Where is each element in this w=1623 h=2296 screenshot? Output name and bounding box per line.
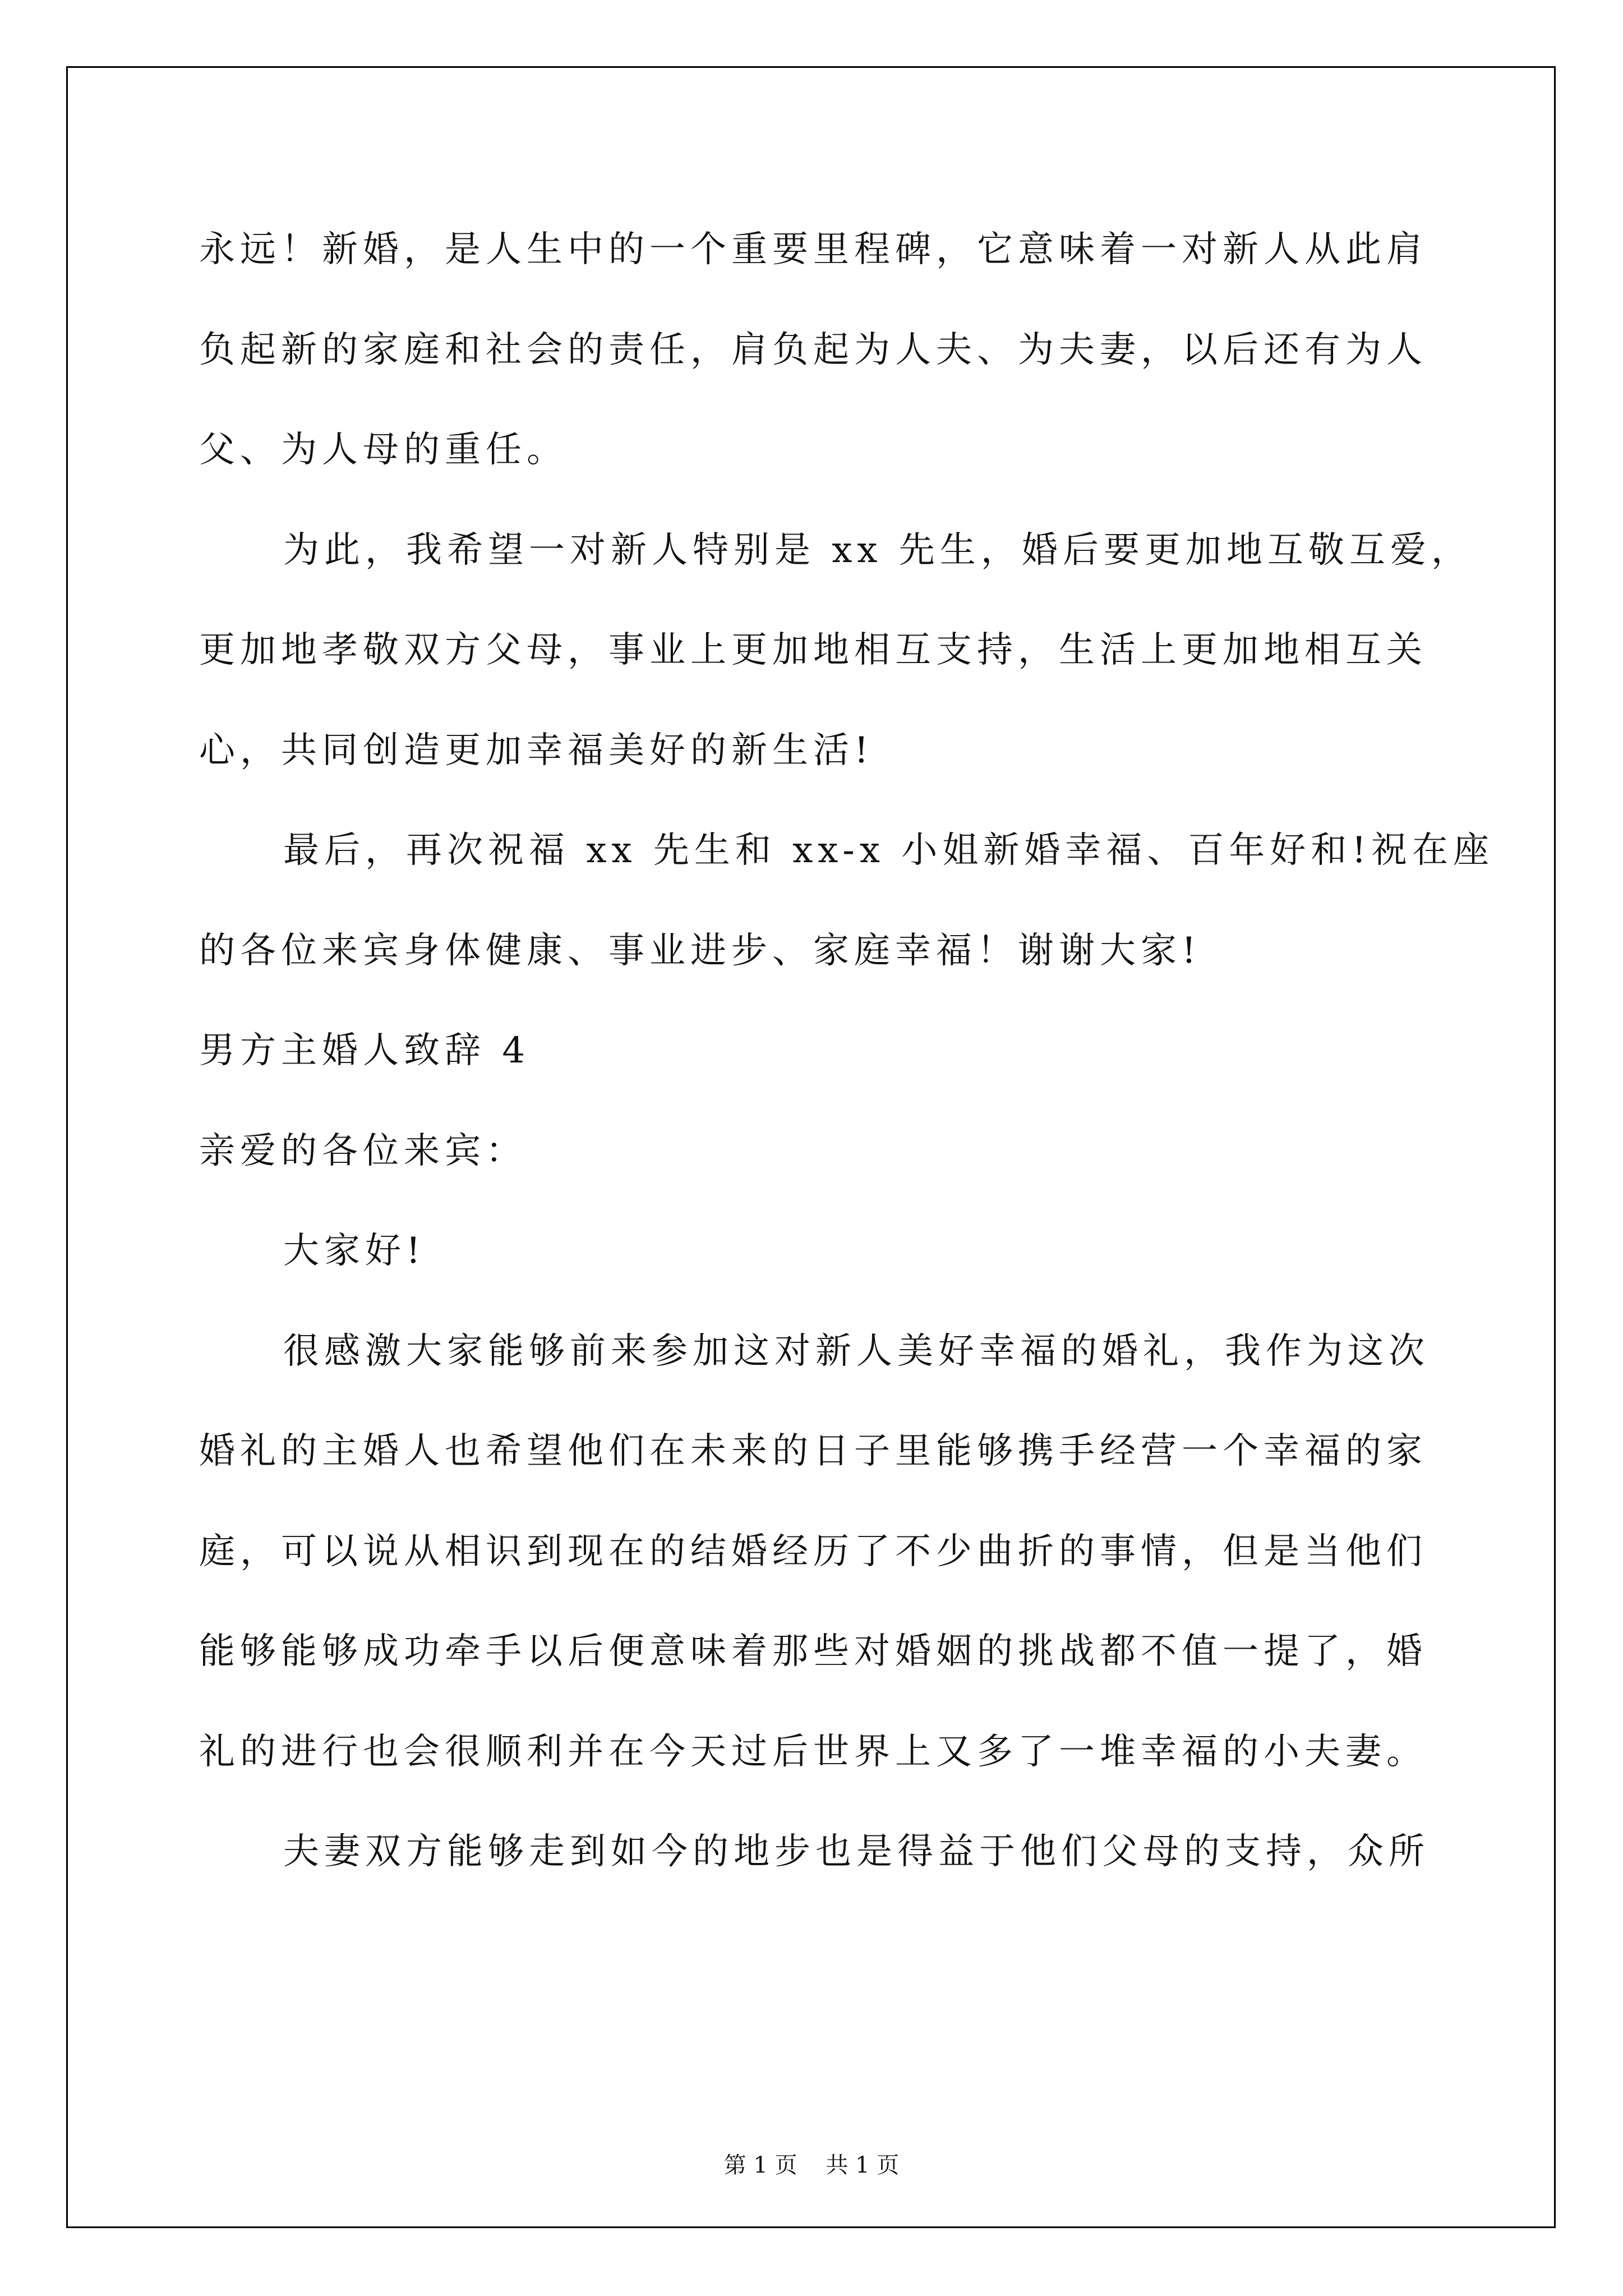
text-line: 男方主婚人致辞 4	[199, 1030, 531, 1071]
text-line: 大家好!	[283, 1230, 426, 1272]
text-line: 父、为人母的重任。	[199, 429, 568, 471]
text-line: 的各位来宾身体健康、事业进步、家庭幸福！谢谢大家!	[199, 930, 1201, 972]
text-line: 婚礼的主婚人也希望他们在未来的日子里能够携手经营一个幸福的家	[199, 1430, 1427, 1472]
text-line: 为此，我希望一对新人特别是 xx 先生，婚后要更加地互敬互爱，	[283, 529, 1472, 571]
text-line: 心，共同创造更加幸福美好的新生活!	[199, 729, 874, 771]
text-line: 亲爱的各位来宾：	[199, 1130, 527, 1172]
text-line: 永远！新婚，是人生中的一个重要里程碑，它意味着一对新人从此肩	[199, 229, 1427, 270]
text-line: 负起新的家庭和社会的责任，肩负起为人夫、为夫妻，以后还有为人	[199, 329, 1427, 371]
text-line: 夫妻双方能够走到如今的地步也是得益于他们父母的支持，众所	[283, 1831, 1430, 1872]
text-line: 能够能够成功牵手以后便意味着那些对婚姻的挑战都不值一提了，婚	[199, 1631, 1427, 1672]
text-line: 最后，再次祝福 xx 先生和 xx-x 小姐新婚幸福、百年好和!祝在座	[283, 830, 1495, 871]
text-line: 更加地孝敬双方父母，事业上更加地相互支持，生活上更加地相互关	[199, 629, 1427, 671]
text-line: 很感激大家能够前来参加这对新人美好幸福的婚礼，我作为这次	[283, 1330, 1430, 1372]
text-line: 礼的进行也会很顺利并在今天过后世界上又多了一堆幸福的小夫妻。	[199, 1731, 1427, 1773]
page-footer: 第 1 页 共 1 页	[723, 2152, 900, 2178]
text-line: 庭，可以说从相识到现在的结婚经历了不少曲折的事情，但是当他们	[199, 1530, 1427, 1572]
document-body	[199, 216, 1495, 1918]
